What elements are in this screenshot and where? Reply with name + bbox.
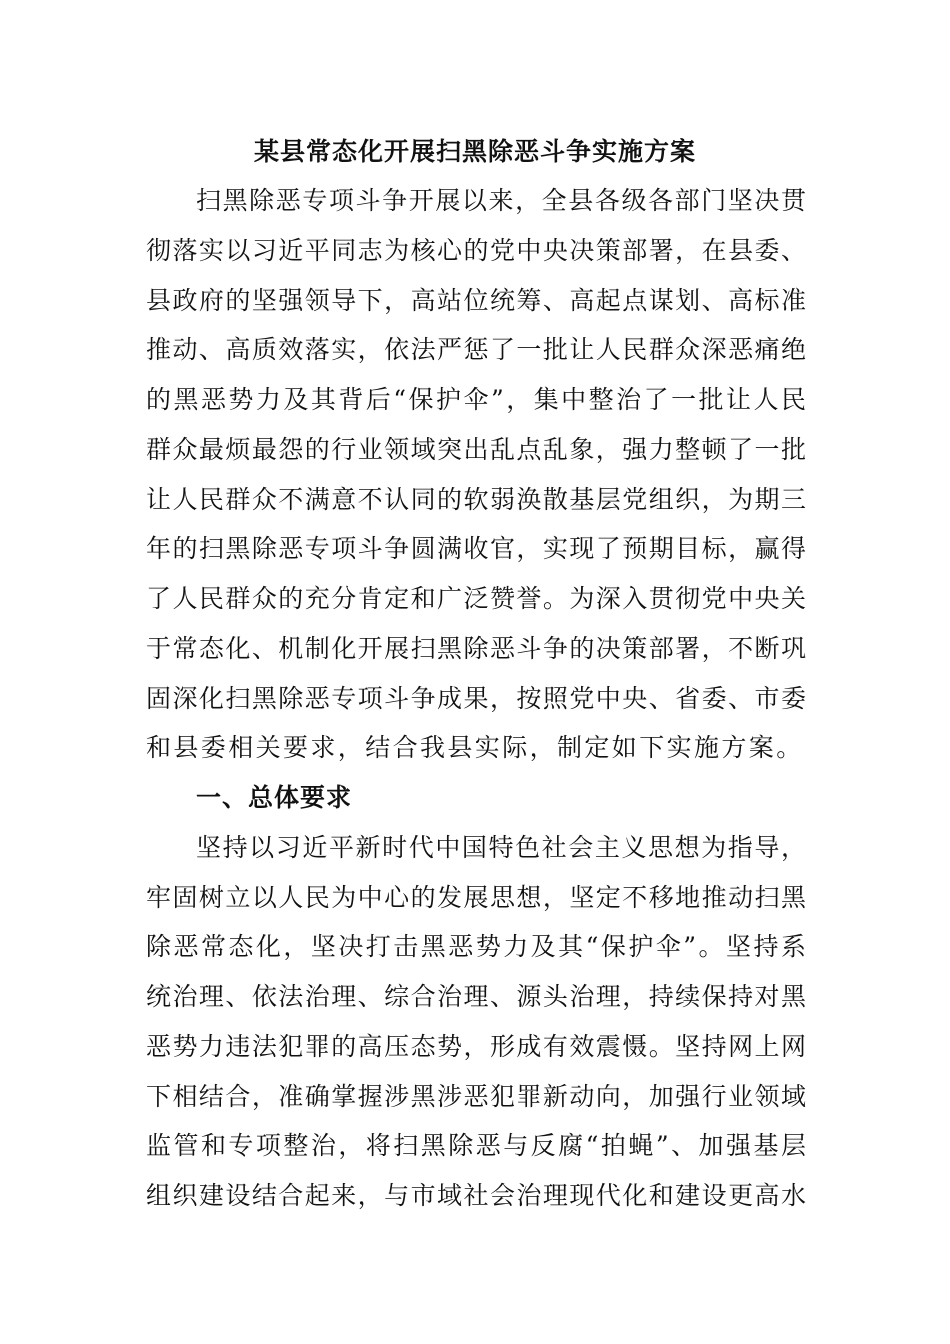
paragraph-line: 彻落实以习近平同志为核心的党中央决策部署，在县委、 (146, 236, 806, 265)
paragraph-line: 推动、高质效落实，依法严惩了一批让人民群众深恶痛绝 (146, 335, 806, 364)
paragraph-line: 牢固树立以人民为中心的发展思想，坚定不移地推动扫黑 (146, 883, 806, 912)
paragraph-line: 群众最烦最怨的行业领域突出乱点乱象，强力整顿了一批 (146, 435, 806, 464)
paragraph-line: 坚持以习近平新时代中国特色社会主义思想为指导， (196, 833, 806, 862)
section-heading: 一、总体要求 (196, 783, 353, 812)
paragraph-line: 县政府的坚强领导下，高站位统筹、高起点谋划、高标准 (146, 286, 806, 315)
paragraph-line: 除恶常态化，坚决打击黑恶势力及其“保护伞”。坚持系 (146, 932, 806, 961)
paragraph-line: 的黑恶势力及其背后“保护伞”，集中整治了一批让人民 (146, 385, 806, 414)
paragraph-line: 让人民群众不满意不认同的软弱涣散基层党组织，为期三 (146, 485, 806, 514)
paragraph-line: 和县委相关要求，结合我县实际，制定如下实施方案。 (146, 733, 804, 762)
paragraph-line: 年的扫黑除恶专项斗争圆满收官，实现了预期目标，赢得 (146, 534, 806, 563)
paragraph-line: 下相结合，准确掌握涉黑涉恶犯罪新动向，加强行业领域 (146, 1082, 806, 1111)
document-title: 某县常态化开展扫黑除恶斗争实施方案 (253, 137, 696, 166)
paragraph-line: 恶势力违法犯罪的高压态势，形成有效震慑。坚持网上网 (146, 1032, 806, 1061)
paragraph-line: 组织建设结合起来，与市域社会治理现代化和建设更高水 (146, 1181, 806, 1210)
paragraph-line: 了人民群众的充分肯定和广泛赞誉。为深入贯彻党中央关 (146, 584, 806, 613)
paragraph-line: 统治理、依法治理、综合治理、源头治理，持续保持对黑 (146, 982, 806, 1011)
paragraph-line: 监管和专项整治，将扫黑除恶与反腐“拍蝇”、加强基层 (146, 1131, 806, 1160)
paragraph-line: 固深化扫黑除恶专项斗争成果，按照党中央、省委、市委 (146, 684, 806, 713)
paragraph-line: 扫黑除恶专项斗争开展以来，全县各级各部门坚决贯 (196, 186, 806, 215)
paragraph-line: 于常态化、机制化开展扫黑除恶斗争的决策部署，不断巩 (146, 634, 806, 663)
